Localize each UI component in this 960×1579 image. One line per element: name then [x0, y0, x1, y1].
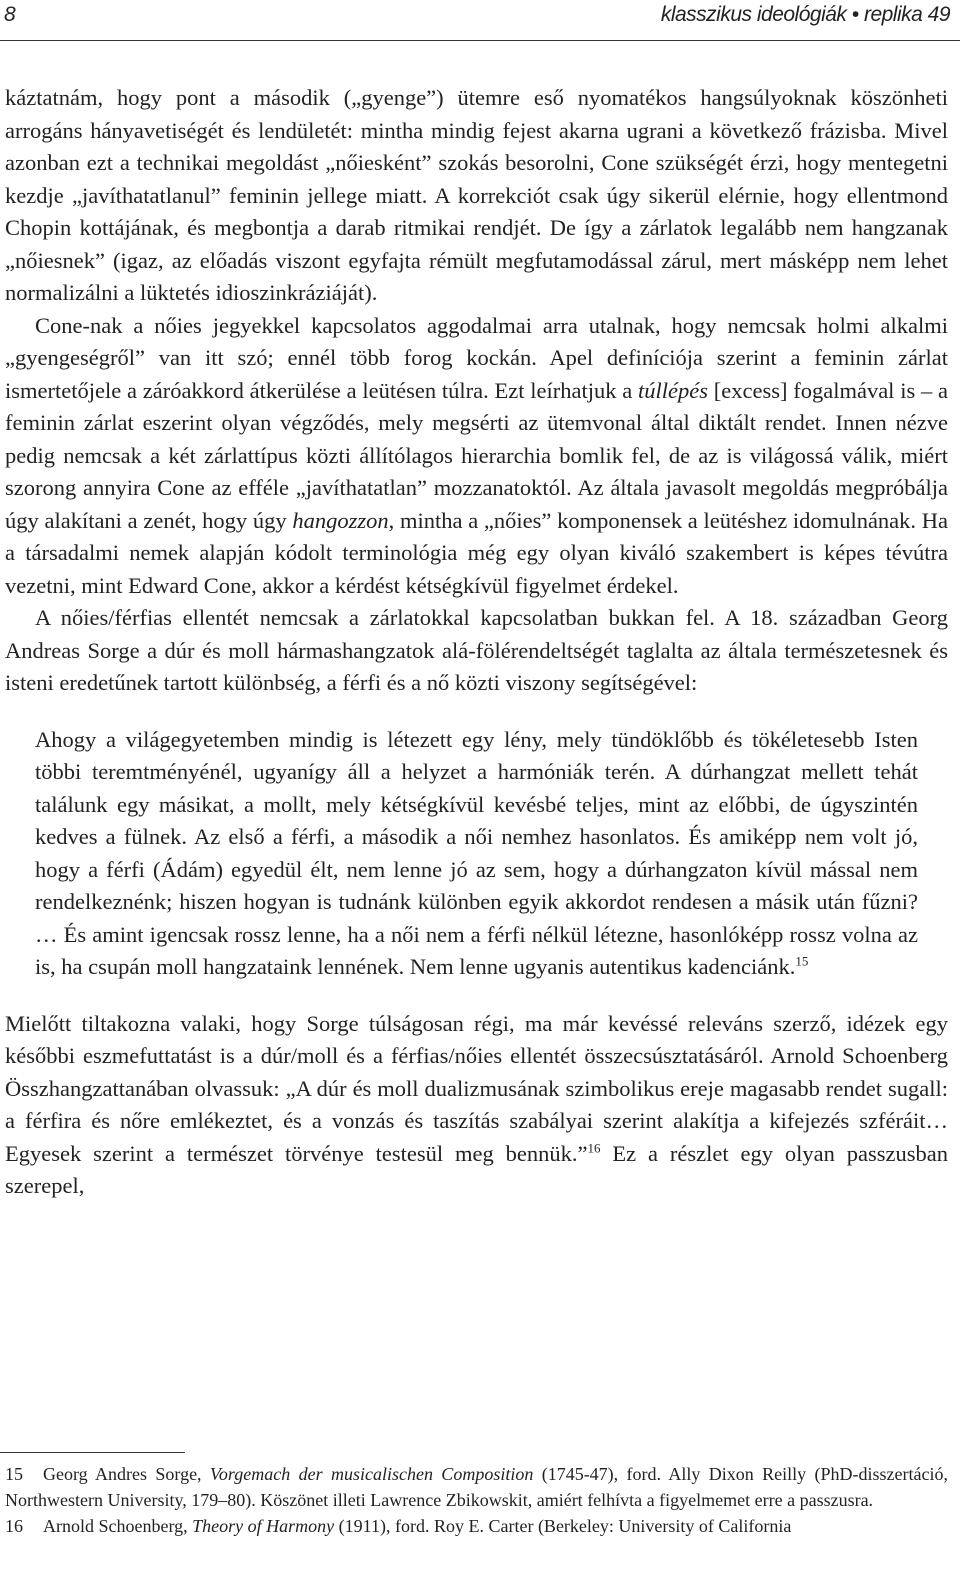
- body-text: [5, 82, 948, 1203]
- paragraph-4-part-b: Ez a részlet egy olyan passzusban szerepel,: [5, 1140, 948, 1198]
- footnote-ref-15[interactable]: 15: [795, 953, 809, 969]
- footnote-text: Georg Andres Sorge,: [43, 1464, 210, 1484]
- paragraph-2-part-b: [excess] fogalmával is – a feminin zárlat eszerint olyan végződés, mely megsérti az ütemvonal által diktált rendet. Innen nézve pedig nemcsak a két zárlattípus közti állítólagos hierarchia bomlik fel, de az is világossá válik, miért szorong annyira Cone az efféle „javíthatatlan” mozzanatoktól. Az általa javasolt megoldás megpróbálja úgy alakítani a zenét, hogy úgy: [5, 377, 948, 533]
- emphasis-hangozzon: hangozzon: [292, 507, 389, 533]
- paragraph-2-part-c: , mintha a „nőies” komponensek a leütéshez idomulnának. Ha a társadalmi nemek alapján kódolt terminológia még egy olyan kiváló szakembert is képes tévútra vezetni, mint Edward Cone, akkor a kérdést kétségkívül figyelmet érdekel.: [5, 507, 948, 598]
- page-header: [0, 0, 960, 41]
- running-head: klasszikus ideológiák • replika 49: [660, 3, 950, 26]
- footnote-divider: [0, 1452, 185, 1453]
- block-quote-text: Ahogy a világegyetemben mindig is létezett egy lény, mely tündöklőbb és tökéletesebb Isten többi teremtményénél, ugyanígy áll a helyzet a harmóniák terén. A dúrhangzat mellett tehát találunk egy másikat, a mollt, mely kétségkívül kevésbé teljes, mint az előbbi, de úgyszintén kedves a fülnek. Az első a férfi, a második a női nemhez hasonlatos. És amiképp nem volt jó, hogy a férfi (Ádám) egyedül élt, nem lenne jó az sem, hogy a dúrhangzaton kívül mással nem rendelkeznénk; hiszen hogyan is tudnánk különben egyik akkordot rendesen a másik után fűzni? … És amint igencsak rossz lenne, ha a női nem a férfi nélkül létezne, hasonlóképp rossz volna az is, ha csupán moll hangzataink lennének. Nem lenne ugyanis autentikus kadenciánk.: [35, 726, 918, 979]
- footnote-number: 15: [5, 1464, 23, 1484]
- footnote-ref-16[interactable]: 16: [587, 1140, 601, 1155]
- emphasis-tullepes: túllépés: [638, 377, 708, 403]
- block-quote: [35, 724, 918, 984]
- paragraph-4: [5, 1008, 948, 1203]
- paragraph-1: káztatnám, hogy pont a második („gyenge”) ütemre eső nyomatékos hangsúlyoknak köszönheti arrogáns hányavetiségét és lendületét: mintha mindig fejest akarna ugrani a következő frázisba. Mivel azonban ezt a technikai megoldást „nőiesként” szokás besorolni, Cone szükségét érzi, hogy mentegetni kezdje „javíthatatlanul” feminin jellege miatt. A korrekciót csak úgy sikerül elérnie, hogy ellentmond Chopin kottájának, és megbontja a darab ritmikai rendjét. De így a zárlatok legalább nem hangzanak „nőiesnek” (igaz, az előadás viszont egyfajta rémült megfutamodással zárul, mert másképp nem lehet normalizálni a lüktetés idioszinkráziáját).: [5, 85, 948, 305]
- footnote-title: Vorgemach der musicalischen Composition: [209, 1464, 534, 1484]
- paragraph-3: A nőies/férfias ellentét nemcsak a zárlatokkal kapcsolatban bukkan fel. A 18. században Georg Andreas Sorge a dúr és moll hármashangzatok alá-fölérendeltségét taglalta az általa természetesnek és isteni eredetűnek tartott különbség, a férfi és a nő közti viszony segítségével:: [5, 605, 948, 695]
- footnote-number: 16: [5, 1516, 23, 1536]
- footnote-title: Theory of Harmony: [192, 1516, 335, 1536]
- paragraph-2-part-a: Cone-nak a nőies jegyekkel kapcsolatos aggodalmai arra utalnak, hogy nemcsak holmi alkalmi „gyengeségről” van itt szó; ennél több forog kockán. Apel definíciója szerint a feminin zárlat ismertetőjele a záróakkord átkerülése a leütésen túlra. Ezt leírhatjuk a: [5, 312, 948, 403]
- page-number: 8: [4, 3, 16, 26]
- paragraph-2: [5, 310, 948, 603]
- footnotes: [5, 1461, 948, 1539]
- paragraph-4-part-a: Mielőtt tiltakozna valaki, hogy Sorge túlságosan régi, ma már kevéssé releváns szerző, idézek egy későbbi eszmefuttatást is a dúr/moll és a férfias/nőies ellentét összecsúsztatásáról. Arnold Schoenberg Összhangzattanában olvassuk: „A dúr és moll dualizmusának szimbolikus ereje magasabb rendet sugall: a férfira és nőre emlékeztet, és a vonzás és taszítás szabályai szerint alakítja a kifejezés szféráit… Egyesek szerint a természet törvénye testesül meg bennük.”: [5, 1010, 948, 1166]
- footnote-16: [5, 1513, 948, 1539]
- footnote-text: Arnold Schoenberg,: [43, 1516, 193, 1536]
- footnote-text: (1911), ford. Roy E. Carter (Berkeley: University of California: [334, 1516, 792, 1536]
- footnote-15: [5, 1461, 948, 1513]
- footnote-text: (1745-47), ford. Ally Dixon Reilly (PhD-disszertáció, Northwestern University, 179–80). Köszönet illeti Lawrence Zbikowskit, amiért felhívta a figyelmemet erre a passzusra.: [5, 1464, 948, 1510]
